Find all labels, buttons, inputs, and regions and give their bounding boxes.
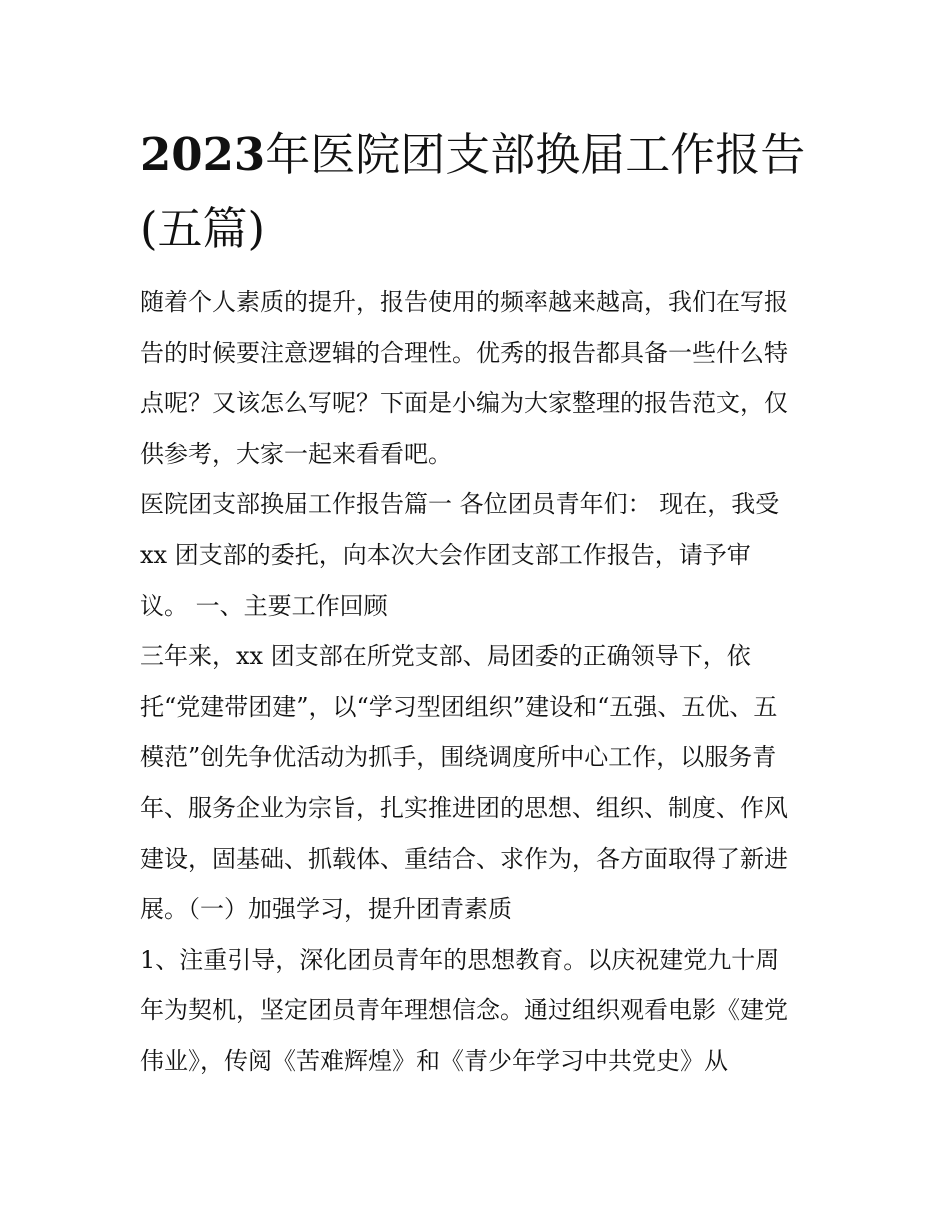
body-line: 供参考，大家一起来看看吧。 bbox=[140, 439, 452, 468]
body-line: xx 团支部的委托，向本次大会作团支部工作报告，请予审 bbox=[140, 540, 751, 569]
body-line: 议。 一、主要工作回顾 bbox=[140, 591, 388, 620]
body-line: 托“党建带团建”，以“学习型团组织”建设和“五强、五优、五 bbox=[140, 692, 778, 721]
document-body bbox=[140, 282, 820, 1092]
document-title bbox=[140, 118, 820, 267]
body-line: 1、注重引导，深化团员青年的思想教育。以庆祝建党九十周 bbox=[140, 945, 780, 974]
body-line: 点呢？又该怎么写呢？下面是小编为大家整理的报告范文，仅 bbox=[140, 389, 788, 418]
body-line: 年为契机，坚定团员青年理想信念。通过组织观看电影《建党 bbox=[140, 996, 788, 1025]
body-line: 模范”创先争优活动为抓手，围绕调度所中心工作，以服务青 bbox=[140, 743, 777, 772]
body-line: 展。（一）加强学习，提升团青素质 bbox=[140, 895, 512, 924]
title-text: 年医院团支部换届工作报告(五篇) bbox=[140, 128, 806, 256]
body-line: 年、服务企业为宗旨，扎实推进团的思想、组织、制度、作风 bbox=[140, 793, 788, 822]
body-line: 告的时候要注意逻辑的合理性。优秀的报告都具备一些什么特 bbox=[140, 338, 788, 367]
body-line: 伟业》，传阅《苦难辉煌》和《青少年学习中共党史》从 bbox=[140, 1046, 728, 1075]
title-year: 2023 bbox=[140, 128, 266, 181]
body-line: 医院团支部换届工作报告篇一 各位团员青年们： 现在，我受 bbox=[140, 490, 780, 519]
body-line: 建设，固基础、抓载体、重结合、求作为，各方面取得了新进 bbox=[140, 844, 788, 873]
body-line: 三年来，xx 团支部在所党支部、局团委的正确领导下，依 bbox=[140, 642, 751, 671]
body-line: 随着个人素质的提升，报告使用的频率越来越高，我们在写报 bbox=[140, 288, 788, 316]
